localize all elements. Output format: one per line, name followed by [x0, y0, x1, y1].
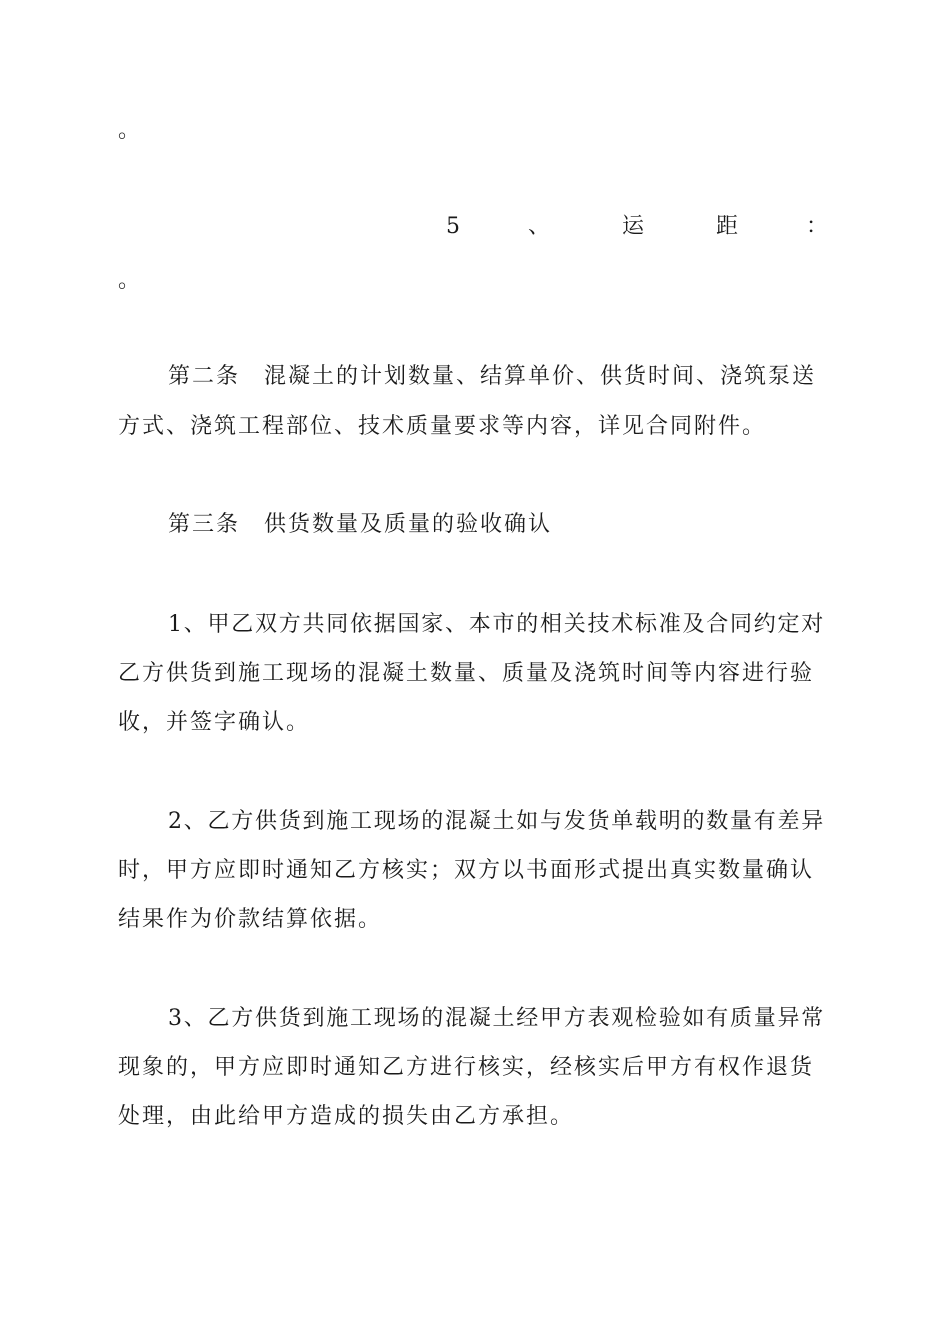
clause-3-line-1: 3、乙方供货到施工现场的混凝土经甲方表观检验如有质量异常 [168, 1006, 825, 1031]
clause-3-line-3: 处理，由此给甲方造成的损失由乙方承担。 [118, 1104, 575, 1129]
text-item-number-5: 5 [446, 214, 460, 239]
article-3-heading: 第三条 供货数量及质量的验收确认 [168, 512, 553, 537]
text-item-colon: ： [806, 214, 829, 239]
clause-2-line-1: 2、乙方供货到施工现场的混凝土如与发货单载明的数量有差异 [168, 809, 825, 834]
article-2-line-1: 第二条 混凝土的计划数量、结算单价、供货时间、浇筑泵送 [168, 364, 817, 389]
text-line-period-1: 。 [118, 118, 143, 143]
clause-2-line-3: 结果作为价款结算依据。 [118, 907, 383, 932]
text-item-ju: 距 [716, 214, 739, 239]
text-item-yun: 运 [622, 214, 645, 239]
clause-1-line-3: 收，并签字确认。 [118, 710, 311, 735]
clause-2-line-2: 时，甲方应即时通知乙方核实；双方以书面形式提出真实数量确认 [118, 858, 815, 883]
text-line-period-2: 。 [118, 268, 143, 293]
clause-3-line-2: 现象的，甲方应即时通知乙方进行核实，经核实后甲方有权作退货 [118, 1055, 815, 1080]
clause-1-line-1: 1、甲乙双方共同依据国家、本市的相关技术标准及合同约定对 [168, 612, 825, 637]
clause-1-line-2: 乙方供货到施工现场的混凝土数量、质量及浇筑时间等内容进行验 [118, 661, 815, 686]
article-2-line-2: 方式、浇筑工程部位、技术质量要求等内容，详见合同附件。 [118, 414, 767, 439]
text-item-comma: 、 [528, 214, 551, 239]
